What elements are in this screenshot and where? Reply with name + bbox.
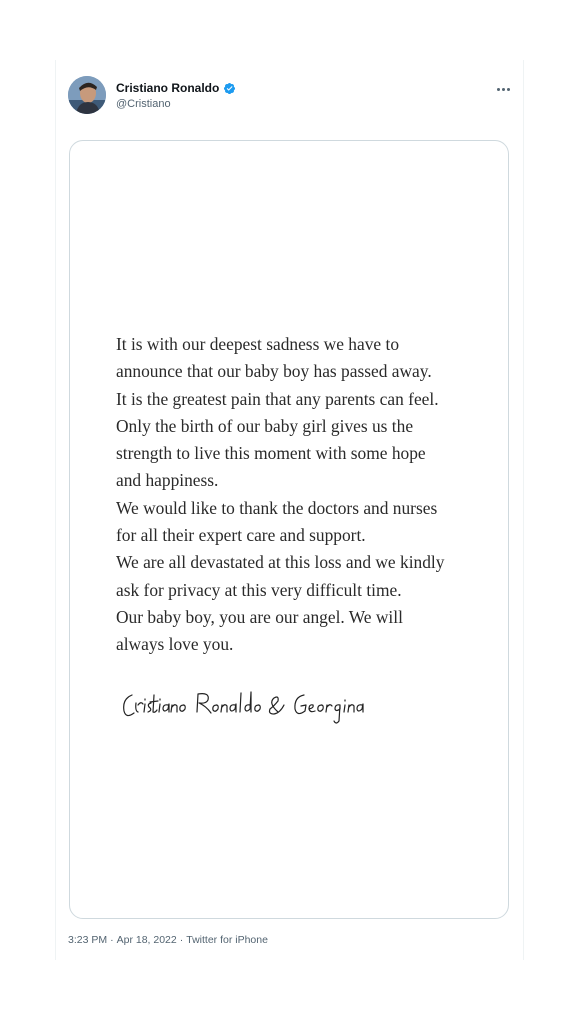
statement-line: We are all devastated at this loss and we kindly bbox=[116, 552, 445, 573]
tweet-header bbox=[68, 76, 518, 120]
meta-separator: · bbox=[179, 934, 184, 946]
statement-text bbox=[116, 331, 496, 659]
statement-line: strength to live this moment with some hope bbox=[116, 443, 426, 464]
statement-line: It is with our deepest sadness we have to bbox=[116, 334, 400, 354]
more-options-button[interactable] bbox=[492, 80, 514, 98]
statement-line: Only the birth of our baby girl gives us the bbox=[116, 415, 414, 436]
statement-line: We would like to thank the doctors and nurses bbox=[116, 497, 438, 518]
more-horizontal-icon bbox=[497, 88, 500, 91]
avatar[interactable] bbox=[68, 76, 106, 114]
author-display-name[interactable]: Cristiano Ronaldo bbox=[116, 81, 220, 95]
tweet-date[interactable]: Apr 18, 2022 bbox=[116, 934, 177, 946]
statement-line: for all their expert care and support. bbox=[116, 525, 366, 546]
statement-line: always love you. bbox=[116, 634, 234, 655]
statement-line: and happiness. bbox=[116, 470, 219, 491]
tweet-time[interactable]: 3:23 PM bbox=[68, 934, 108, 946]
tweet-source[interactable]: Twitter for iPhone bbox=[186, 934, 268, 946]
tweet-image[interactable] bbox=[69, 140, 509, 919]
tweet-metadata bbox=[68, 933, 268, 947]
statement-line: announce that our baby boy has passed away. bbox=[116, 361, 432, 382]
statement-line: Our baby boy, you are our angel. We will bbox=[116, 606, 403, 627]
verified-badge-icon bbox=[223, 82, 236, 95]
statement-line: ask for privacy at this very difficult time. bbox=[116, 579, 402, 600]
meta-separator: · bbox=[110, 934, 114, 946]
statement-line: It is the greatest pain that any parents can feel. bbox=[116, 388, 439, 409]
handwritten-signature bbox=[118, 681, 398, 731]
author-block bbox=[116, 80, 236, 112]
author-handle[interactable]: @Cristiano bbox=[116, 98, 171, 110]
